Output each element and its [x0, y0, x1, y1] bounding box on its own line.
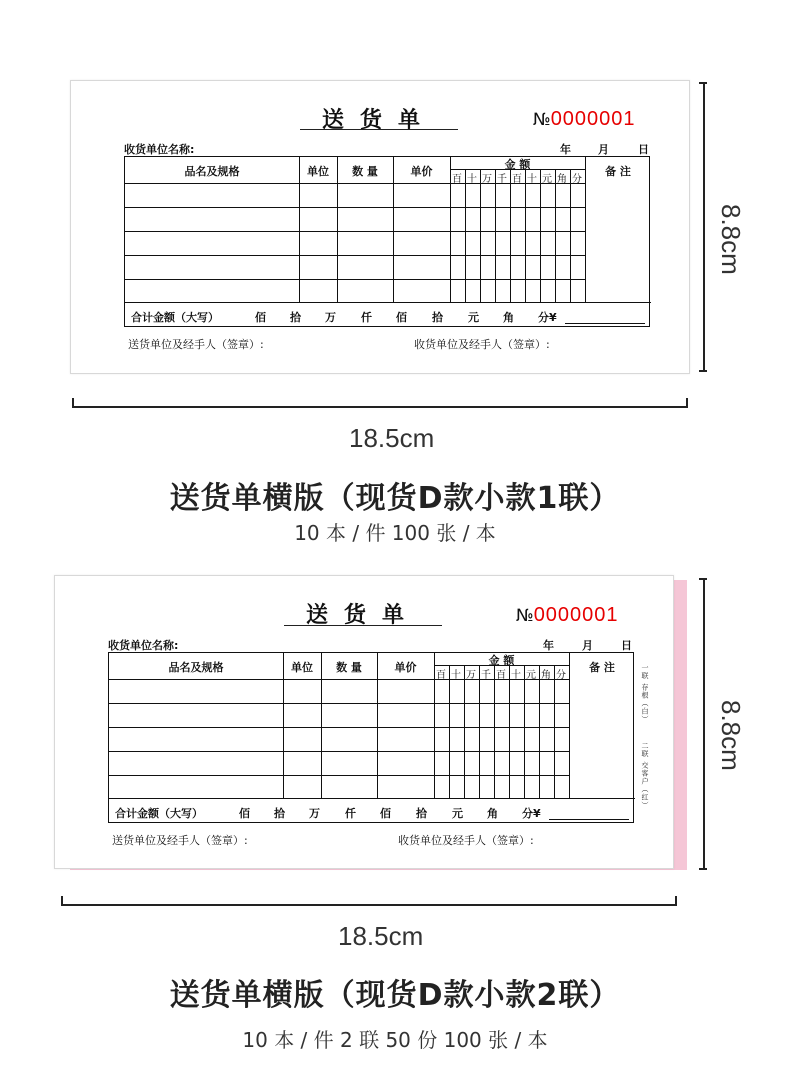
- product-subcaption: 10 本 / 件 2 联 50 份 100 张 / 本: [242, 1028, 548, 1052]
- digit-label: 千: [481, 670, 491, 681]
- digit-label: 百: [452, 174, 462, 185]
- total-unit: 佰: [380, 807, 391, 820]
- digit-label: 角: [557, 174, 567, 185]
- product-caption: 送货单横版（现货D款小款1联）: [169, 481, 621, 516]
- total-unit: 拾: [274, 807, 285, 820]
- total-amount-line: [565, 323, 645, 324]
- serial-number: [516, 604, 619, 627]
- digit-label: 十: [527, 174, 537, 185]
- header-qty: 数 量: [352, 165, 378, 178]
- total-amount-line: [549, 819, 629, 820]
- numero-sign: №: [516, 606, 534, 626]
- date-year: 年: [560, 143, 571, 156]
- height-dimension-line: [703, 82, 705, 372]
- header-name: 品名及规格: [184, 165, 240, 178]
- receiver-signature-label: 收货单位及经手人（签章）:: [414, 338, 550, 351]
- height-label: 8.8cm: [716, 700, 746, 771]
- digit-label: 十: [511, 670, 521, 681]
- height-dimension-line: [703, 578, 705, 870]
- digit-label: 万: [482, 174, 492, 185]
- date-month: 月: [582, 639, 593, 652]
- sender-signature-label: 送货单位及经手人（签章）:: [112, 834, 248, 847]
- header-amount: 金 额: [504, 158, 531, 171]
- header-unit: 单位: [307, 165, 329, 178]
- title-underline: [300, 129, 458, 130]
- digit-label: 分: [572, 174, 582, 185]
- serial-number: [533, 108, 636, 131]
- total-unit: 元: [468, 311, 479, 324]
- height-label: 8.8cm: [716, 204, 746, 275]
- digit-label: 元: [526, 670, 536, 681]
- header-unit: 单位: [291, 661, 313, 674]
- total-yen: 分¥: [522, 807, 541, 820]
- total-unit: 佰: [239, 807, 250, 820]
- total-unit: 仟: [361, 311, 372, 324]
- width-label: 18.5cm: [349, 423, 435, 453]
- total-unit: 佰: [396, 311, 407, 324]
- product-caption: 送货单横版（现货D款小款2联）: [169, 978, 621, 1013]
- digit-label: 分: [556, 670, 566, 681]
- copy-note-red: 二联 交客户（红）: [641, 742, 649, 810]
- receiver-signature-label: 收货单位及经手人（签章）:: [398, 834, 534, 847]
- product-subcaption: 10 本 / 件 100 张 / 本: [294, 521, 496, 545]
- serial-value: 0000001: [550, 108, 636, 130]
- receiver-name-label: 收货单位名称:: [124, 143, 195, 156]
- width-dimension-line: [61, 904, 677, 906]
- digit-label: 十: [451, 670, 461, 681]
- serial-value: 0000001: [533, 604, 619, 626]
- digit-label: 角: [541, 670, 551, 681]
- header-remark: 备 注: [605, 165, 631, 178]
- form-title: 送货单: [306, 602, 421, 628]
- total-unit: 角: [487, 807, 498, 820]
- title-underline: [284, 625, 442, 626]
- total-unit: 拾: [416, 807, 427, 820]
- total-yen: 分¥: [538, 311, 557, 324]
- digit-label: 百: [436, 670, 446, 681]
- header-qty: 数 量: [336, 661, 362, 674]
- date-day: 日: [638, 143, 649, 156]
- total-unit: 佰: [255, 311, 266, 324]
- header-name: 品名及规格: [168, 661, 224, 674]
- receiver-name-label: 收货单位名称:: [108, 639, 179, 652]
- total-label: 合计金额（大写）: [115, 807, 203, 820]
- digit-label: 百: [496, 670, 506, 681]
- items-table: [124, 156, 650, 327]
- form-title: 送货单: [322, 107, 437, 133]
- date-month: 月: [598, 143, 609, 156]
- total-label: 合计金额（大写）: [131, 311, 219, 324]
- digit-label: 元: [542, 174, 552, 185]
- copy-note-white: 一联 存根（白）: [641, 664, 649, 724]
- items-table: [108, 652, 634, 823]
- total-unit: 万: [309, 807, 320, 820]
- total-unit: 仟: [345, 807, 356, 820]
- digit-label: 千: [497, 174, 507, 185]
- header-price: 单价: [410, 165, 433, 178]
- date-day: 日: [621, 639, 632, 652]
- numero-sign: №: [533, 110, 551, 130]
- header-amount: 金 额: [488, 654, 515, 667]
- width-dimension-line: [72, 406, 688, 408]
- header-remark: 备 注: [589, 661, 615, 674]
- sender-signature-label: 送货单位及经手人（签章）:: [128, 338, 264, 351]
- total-unit: 拾: [432, 311, 443, 324]
- total-unit: 万: [325, 311, 336, 324]
- total-unit: 角: [503, 311, 514, 324]
- date-year: 年: [543, 639, 554, 652]
- width-label: 18.5cm: [338, 921, 424, 951]
- digit-label: 万: [466, 670, 476, 681]
- header-price: 单价: [394, 661, 417, 674]
- digit-label: 百: [512, 174, 522, 185]
- total-unit: 拾: [290, 311, 301, 324]
- total-unit: 元: [452, 807, 463, 820]
- digit-label: 十: [467, 174, 477, 185]
